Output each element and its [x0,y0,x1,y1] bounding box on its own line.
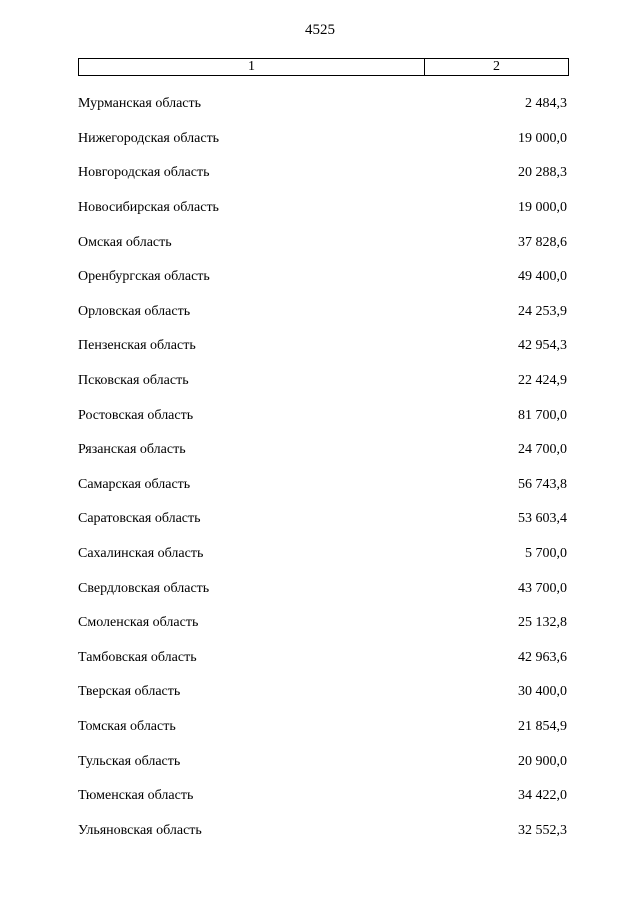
amount-value: 32 552,3 [518,822,567,838]
table-row [78,744,567,779]
amount-value: 20 900,0 [518,753,567,769]
amount-value: 25 132,8 [518,615,567,631]
table-row [78,502,567,537]
table-row [78,606,567,641]
region-name: Новосибирская область [78,200,219,216]
table-row [78,225,567,260]
amount-value: 34 422,0 [518,788,567,804]
region-name: Рязанская область [78,442,186,458]
region-name: Тверская область [78,684,181,700]
amount-value: 30 400,0 [518,684,567,700]
region-name: Тульская область [78,753,181,769]
region-name: Орловская область [78,303,191,319]
amount-value: 24 253,9 [518,303,567,319]
amount-value: 43 700,0 [518,580,567,596]
region-name: Саратовская область [78,511,201,527]
table-row [78,398,567,433]
region-name: Ростовская область [78,407,194,423]
table-row [78,122,567,157]
region-name: Омская область [78,234,172,250]
table-row [78,813,567,848]
table-row [78,571,567,606]
region-name: Мурманская область [78,96,202,112]
amount-value: 5 700,0 [525,546,567,562]
region-name: Пензенская область [78,338,196,354]
region-name: Нижегородская область [78,130,220,146]
table-row [78,641,567,676]
region-name: Тамбовская область [78,649,197,665]
table-row [78,468,567,503]
amount-value: 37 828,6 [518,234,567,250]
table-row [78,87,567,122]
amount-value: 42 963,6 [518,649,567,665]
amount-value: 2 484,3 [525,96,567,112]
amount-value: 56 743,8 [518,476,567,492]
table-row [78,675,567,710]
table-body [78,87,567,848]
amount-value: 42 954,3 [518,338,567,354]
table-row [78,295,567,330]
table-row [78,710,567,745]
table-row [78,537,567,572]
amount-value: 53 603,4 [518,511,567,527]
region-name: Новгородская область [78,165,210,181]
region-name: Ульяновская область [78,822,202,838]
table-row [78,260,567,295]
table-header [78,58,569,76]
region-name: Томская область [78,718,176,734]
column-header-2: 2 [493,59,500,74]
amount-value: 21 854,9 [518,718,567,734]
table-row [78,779,567,814]
amount-value: 19 000,0 [518,130,567,146]
amount-value: 81 700,0 [518,407,567,423]
table-row [78,156,567,191]
region-name: Сахалинская область [78,546,204,562]
region-name: Оренбургская область [78,269,210,285]
table-row [78,364,567,399]
page-number: 4525 [305,22,335,38]
amount-value: 24 700,0 [518,442,567,458]
region-name: Самарская область [78,476,191,492]
column-header-1: 1 [79,59,425,75]
amount-value: 22 424,9 [518,373,567,389]
region-name: Смоленская область [78,615,199,631]
region-name: Тюменская область [78,788,194,804]
table-row [78,329,567,364]
table-row [78,191,567,226]
amount-value: 49 400,0 [518,269,567,285]
amount-value: 19 000,0 [518,200,567,216]
region-name: Псковская область [78,373,189,389]
table-row [78,433,567,468]
region-name: Свердловская область [78,580,210,596]
amount-value: 20 288,3 [518,165,567,181]
